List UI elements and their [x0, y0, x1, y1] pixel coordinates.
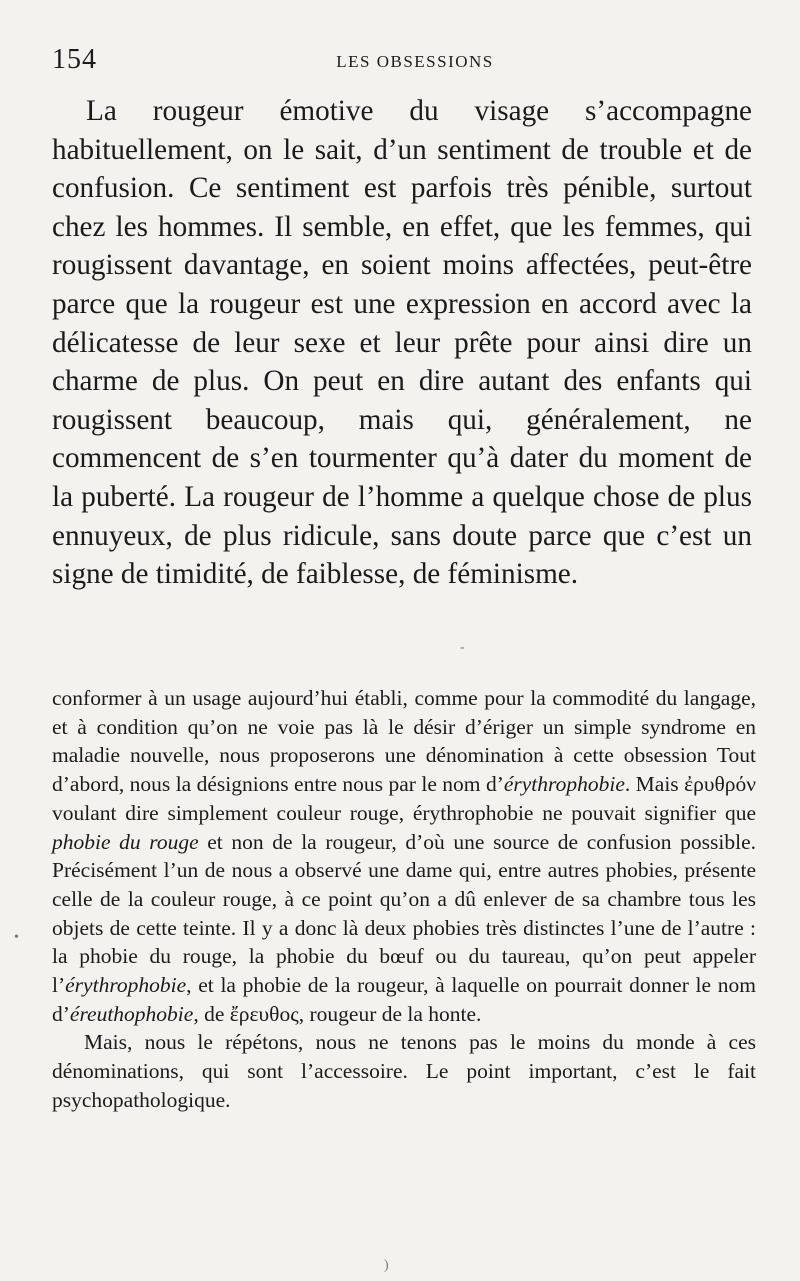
footnote-text: et non de la rougeur, d’où une source de confusion possible. Précisément l’un de nous a observé une dame qui, entre autres phobies, présente celle de la couleur rouge, à ce point qu’on a dû enlever de sa chambre tous les objets de cette teinte. Il y a donc là deux phobies très distinctes l’une de l’autre : la phobie du rouge, la phobie du bœuf ou du taureau, qu’on peut appeler l’	[52, 829, 756, 998]
footnote-italic-term: éreuthophobie	[69, 1001, 194, 1026]
print-speck: -	[460, 640, 465, 655]
footnote-italic-term: phobie du rouge	[52, 829, 199, 854]
footnote-italic-term: érythrophobie	[65, 973, 187, 998]
footnote-text: , de ἔρευθος, rougeur de la honte.	[193, 1001, 482, 1026]
main-paragraph: La rougeur émotive du visage s’accompagne habituellement, on le sait, d’un sentiment de trouble et de confusion. Ce sentiment est parfois très pénible, surtout chez les hommes. Il semble, en effet, que les femmes, qui rougissent davantage, en soient moins affectées, peut-être parce que la rougeur est une expression en accord avec la délicatesse de leur sexe et leur prête pour ainsi dire un charme de plus. On peut en dire autant des enfants qui rougissent beaucoup, mais qui, généralement, ne commencent de s’en tourmenter qu’à dater du moment de la puberté. La rougeur de l’homme a quelque chose de plus ennuyeux, de plus ridicule, sans doute parce que c’est un signe de timidité, de faiblesse, de féminisme.	[52, 95, 752, 591]
footnote-text: . Mais ἐρυθρόν voulant dire simplement couleur rouge, érythrophobie ne pouvait signifier que	[52, 772, 757, 825]
print-speck: )	[384, 1258, 389, 1273]
running-head: LES OBSESSIONS	[336, 52, 494, 71]
page-number: 154	[52, 44, 97, 75]
footnote-italic-term: érythrophobie	[503, 772, 625, 797]
footnote-paragraph-2: Mais, nous le répétons, nous ne tenons pas le moins du monde à ces dénominations, qui sont l’accessoire. Le point important, c’est le fait psychopathologique.	[52, 1030, 756, 1112]
footnote-text: conformer à un usage aujourd’hui établi, comme pour la commodité du langage, et à condition qu’on ne voie pas là le désir d’ériger un simple syndrome en maladie nouvelle, nous proposerons une dénomination à cette obsession Tout d’abord, nous la désignions entre nous par le nom d’	[52, 686, 756, 797]
footnote-paragraph-1	[52, 684, 756, 1028]
footnote-text: , et la phobie de la rougeur, à laquelle on pourrait donner le nom d’	[52, 973, 756, 1026]
page-header	[52, 44, 748, 78]
footnote-block	[52, 684, 756, 1115]
print-speck: •	[14, 930, 19, 945]
main-text-block	[52, 92, 752, 594]
